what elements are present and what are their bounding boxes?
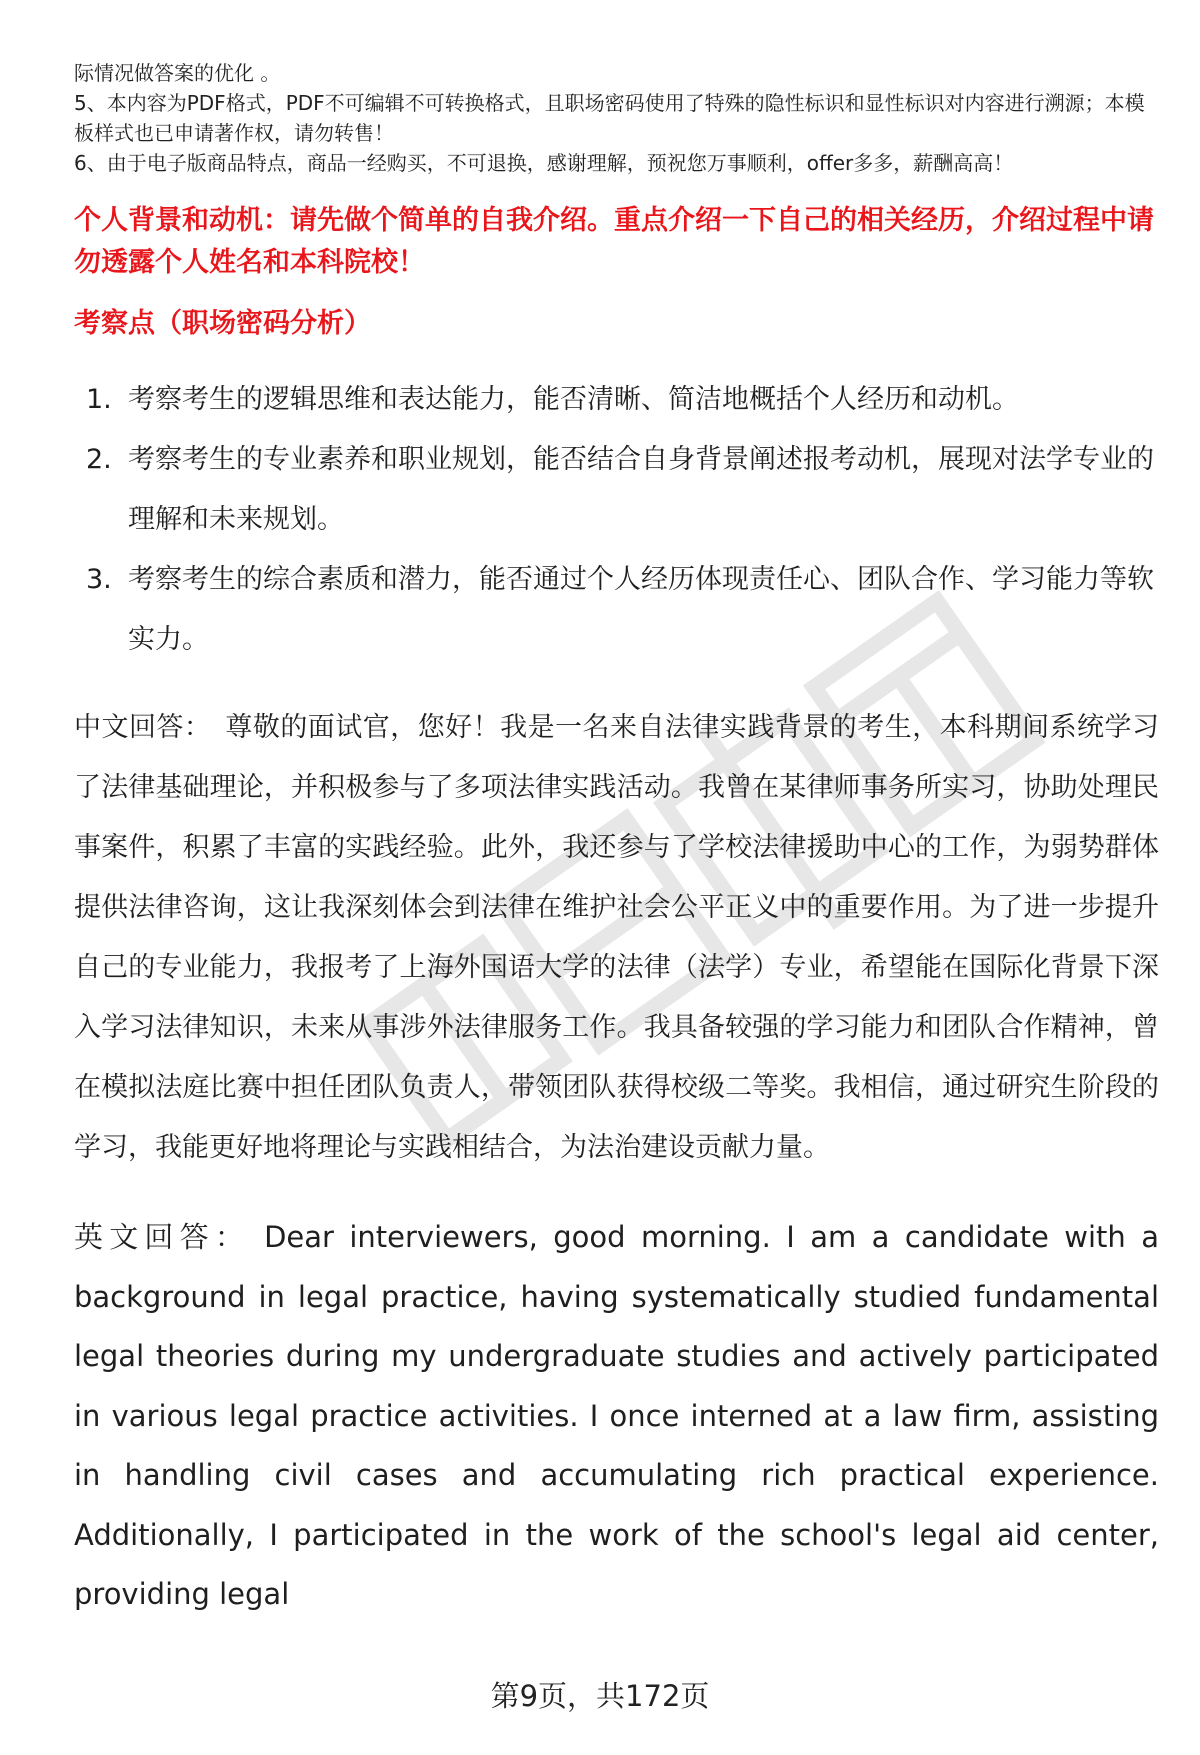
list-number: 2. (86, 444, 112, 475)
list-item (74, 430, 1159, 550)
list-item (74, 550, 1159, 670)
english-answer-text: Dear interviewers, good morning. I am a candidate with a background in legal practice, having systematically studied fundamental legal theories during my undergraduate studies and actively participated in various legal practice activities. I once interned at a law firm, assisting in handling civil cases and accumulating rich practical experience. Additionally, I participated in the work of the school's legal aid center, providing legal (74, 1220, 1159, 1611)
note-line: 5、本内容为PDF格式，PDF不可编辑不可转换格式，且职场密码使用了特殊的隐性标识和显性标识对内容进行溯源；本模板样式也已申请著作权，请勿转售！ (74, 91, 1145, 145)
chinese-answer-label: 中文回答： (74, 712, 212, 743)
list-text: 考察考生的专业素养和职业规划，能否结合自身背景阐述报考动机，展现对法学专业的理解和未来规划。 (128, 444, 1154, 535)
list-text: 考察考生的综合素质和潜力，能否通过个人经历体现责任心、团队合作、学习能力等软实力。 (128, 564, 1154, 655)
english-answer-label: 英文回答： (74, 1220, 251, 1254)
list-number: 3. (86, 564, 112, 595)
page-footer: 第9页，共172页 (490, 1679, 710, 1713)
section-title: 考察点（职场密码分析） (74, 308, 371, 339)
list-item (74, 370, 1159, 430)
chinese-answer (74, 698, 1159, 1178)
english-answer (74, 1208, 1159, 1625)
note-line: 6、由于电子版商品特点，商品一经购买，不可退换，感谢理解，预祝您万事顺利，offer多多，薪酬高高！ (74, 151, 1014, 175)
chinese-answer-text: 尊敬的面试官，您好！我是一名来自法律实践背景的考生，本科期间系统学习了法律基础理论，并积极参与了多项法律实践活动。我曾在某律师事务所实习，协助处理民事案件，积累了丰富的实践经验。此外，我还参与了学校法律援助中心的工作，为弱势群体提供法律咨询，这让我深刻体会到法律在维护社会公平正义中的重要作用。为了进一步提升自己的专业能力，我报考了上海外国语大学的法律（法学）专业，希望能在国际化背景下深入学习法律知识，未来从事涉外法律服务工作。我具备较强的学习能力和团队合作精神，曾在模拟法庭比赛中担任团队负责人，带领团队获得校级二等奖。我相信，通过研究生阶段的学习，我能更好地将理论与实践相结合，为法治建设贡献力量。 (74, 712, 1160, 1163)
evaluation-points (74, 370, 1159, 670)
question-heading: 个人背景和动机：请先做个简单的自我介绍。重点介绍一下自己的相关经历，介绍过程中请勿透露个人姓名和本科院校！ (74, 205, 1154, 278)
note-line: 际情况做答案的优化 。 (74, 61, 281, 85)
notes-block (74, 58, 1159, 178)
document-page (74, 58, 1159, 1625)
list-number: 1. (86, 384, 112, 415)
list-text: 考察考生的逻辑思维和表达能力，能否清晰、简洁地概括个人经历和动机。 (128, 384, 1019, 415)
